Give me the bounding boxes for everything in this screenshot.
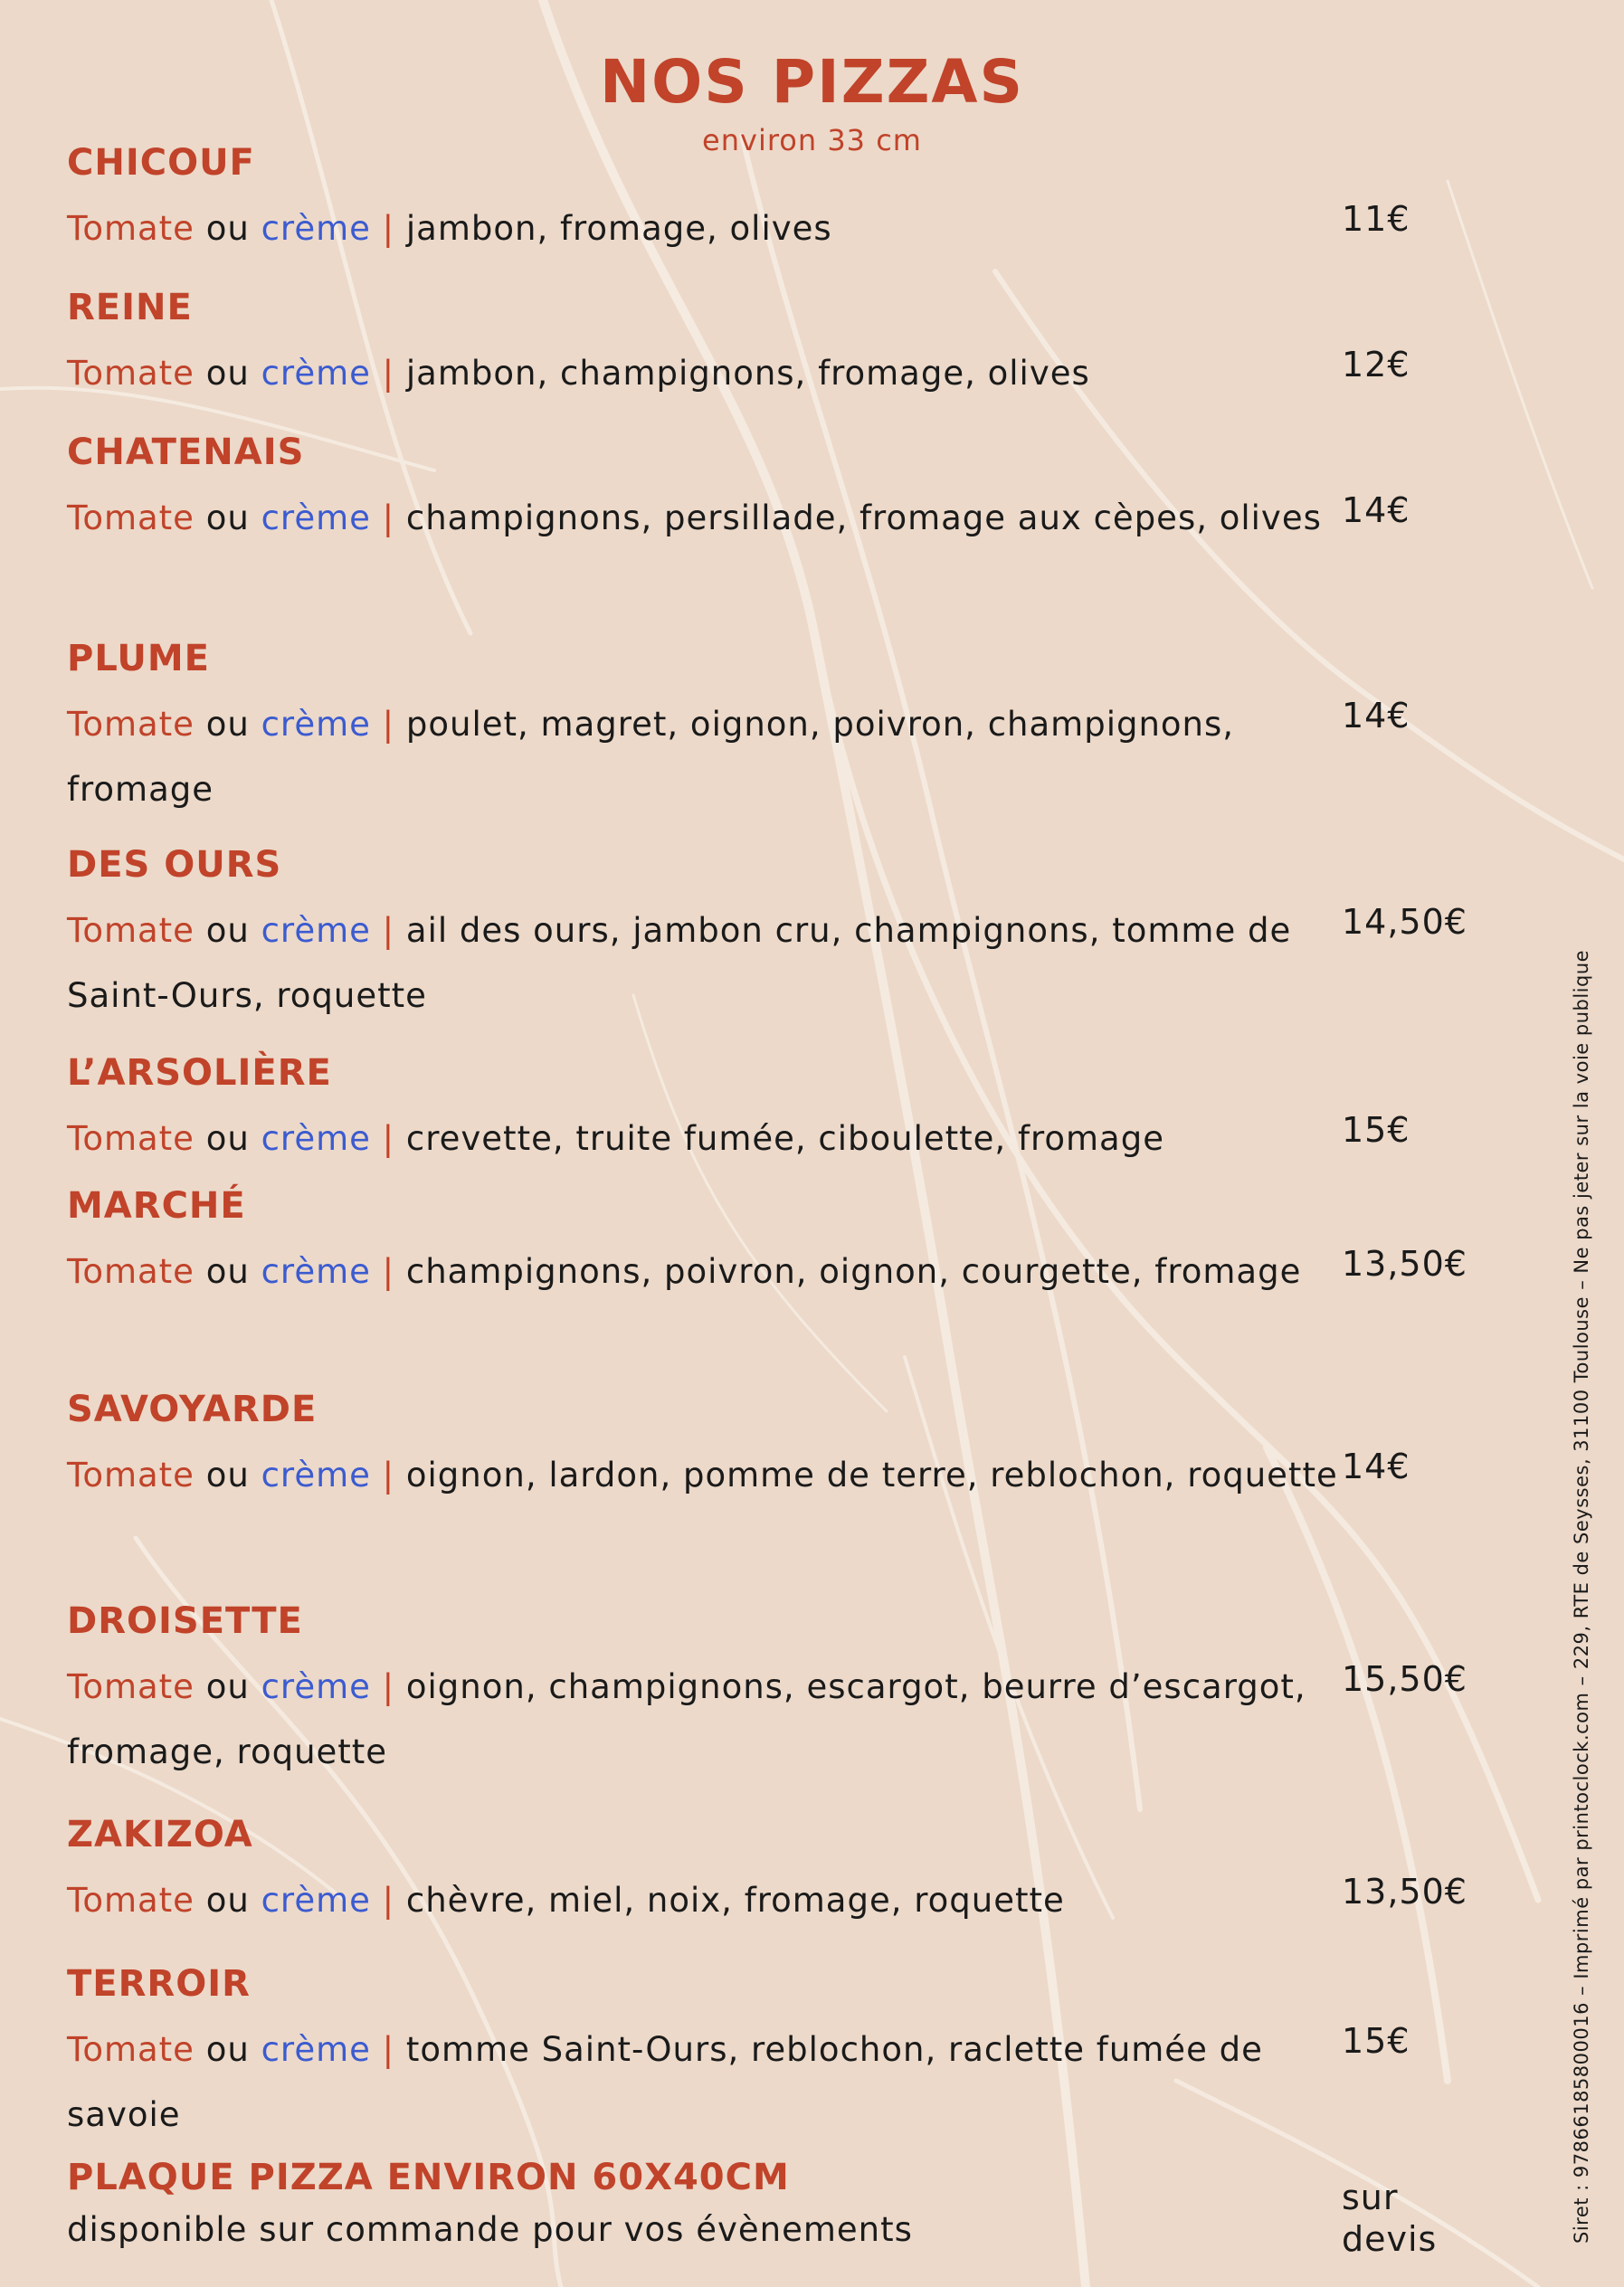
pizza-ingredients: poulet, magret, oignon, poivron, champignons, fromage (67, 705, 1235, 809)
page-subtitle: environ 33 cm (702, 123, 922, 157)
pizza-name: SAVOYARDE (67, 1389, 318, 1430)
separator: | (382, 1667, 395, 1706)
base-creme: crème (261, 1881, 371, 1920)
pizza-description (67, 1655, 1370, 1785)
pizza-description (67, 1106, 1370, 1172)
pizza-description (67, 341, 1370, 406)
pizza-name: ZAKIZOA (67, 1814, 253, 1855)
base-creme: crème (261, 498, 371, 537)
pizza-ingredients: oignon, champignons, escargot, beurre d’escargot, fromage, roquette (67, 1667, 1306, 1771)
pizza-name: PLUME (67, 638, 210, 679)
base-tomate: Tomate (67, 209, 195, 248)
separator: | (382, 498, 395, 537)
pizza-name: REINE (67, 287, 193, 328)
pizza-name: CHATENAIS (67, 432, 305, 473)
base-creme: crème (261, 1252, 371, 1291)
base-tomate: Tomate (67, 1119, 195, 1158)
base-tomate: Tomate (67, 1667, 195, 1706)
base-tomate: Tomate (67, 2030, 195, 2069)
base-ou: ou (205, 911, 250, 950)
separator: | (382, 1456, 395, 1495)
plaque-description: disponible sur commande pour vos évènements (67, 2210, 913, 2249)
pizza-name: TERROIR (67, 1963, 251, 2005)
pizza-price: 15€ (1342, 1110, 1410, 1150)
pizza-ingredients: champignons, poivron, oignon, courgette, fromage (405, 1252, 1302, 1291)
base-tomate: Tomate (67, 498, 195, 537)
base-tomate: Tomate (67, 1252, 195, 1291)
base-ou: ou (205, 209, 250, 248)
pizza-price: 14€ (1342, 696, 1410, 735)
pizza-description (67, 1443, 1370, 1508)
pizza-name: DROISETTE (67, 1600, 303, 1642)
base-ou: ou (205, 1119, 250, 1158)
base-ou: ou (205, 1252, 250, 1291)
base-tomate: Tomate (67, 705, 195, 744)
pizza-name: MARCHÉ (67, 1185, 246, 1227)
pizza-description (67, 196, 1370, 261)
plaque-price-line2: devis (1342, 2219, 1438, 2259)
base-ou: ou (205, 1667, 250, 1706)
pizza-description (67, 692, 1370, 822)
pizza-price: 14€ (1342, 490, 1410, 530)
separator: | (382, 1252, 395, 1291)
separator: | (382, 2030, 395, 2069)
base-tomate: Tomate (67, 1881, 195, 1920)
pizza-description (67, 1868, 1370, 1933)
base-tomate: Tomate (67, 911, 195, 950)
plaque-price-line1: sur (1342, 2178, 1399, 2217)
pizza-price: 12€ (1342, 345, 1410, 384)
pizza-name: CHICOUF (67, 142, 255, 184)
base-creme: crème (261, 2030, 371, 2069)
base-creme: crème (261, 911, 371, 950)
base-ou: ou (205, 705, 250, 744)
separator: | (382, 1119, 395, 1158)
base-tomate: Tomate (67, 1456, 195, 1495)
pizza-ingredients: ail des ours, jambon cru, champignons, tomme de Saint-Ours, roquette (67, 911, 1292, 1015)
plaque-name: PLAQUE PIZZA ENVIRON 60X40CM (67, 2157, 790, 2198)
base-creme: crème (261, 705, 371, 744)
base-ou: ou (205, 354, 250, 393)
pizza-ingredients: chèvre, miel, noix, fromage, roquette (405, 1881, 1065, 1920)
pizza-price: 14€ (1342, 1447, 1410, 1486)
separator: | (382, 209, 395, 248)
base-creme: crème (261, 354, 371, 393)
base-ou: ou (205, 1456, 250, 1495)
pizza-price: 15€ (1342, 2021, 1410, 2061)
separator: | (382, 705, 395, 744)
pizza-price: 13,50€ (1342, 1244, 1467, 1284)
pizza-name: DES OURS (67, 844, 282, 886)
pizza-ingredients: champignons, persillade, fromage aux cèpes, olives (405, 498, 1322, 537)
separator: | (382, 911, 395, 950)
pizza-description (67, 2017, 1370, 2148)
pizza-ingredients: jambon, champignons, fromage, olives (405, 354, 1090, 393)
base-creme: crème (261, 209, 371, 248)
pizza-ingredients: crevette, truite fumée, ciboulette, fromage (405, 1119, 1164, 1158)
base-tomate: Tomate (67, 354, 195, 393)
pizza-name: L’ARSOLIÈRE (67, 1052, 332, 1094)
pizza-description (67, 486, 1370, 551)
base-creme: crème (261, 1456, 371, 1495)
separator: | (382, 354, 395, 393)
pizza-price: 11€ (1342, 199, 1410, 239)
pizza-description (67, 1239, 1370, 1305)
base-ou: ou (205, 1881, 250, 1920)
pizza-price: 15,50€ (1342, 1659, 1467, 1699)
pizza-ingredients: jambon, fromage, olives (405, 209, 832, 248)
base-creme: crème (261, 1119, 371, 1158)
base-ou: ou (205, 498, 250, 537)
separator: | (382, 1881, 395, 1920)
pizza-ingredients: oignon, lardon, pomme de terre, reblochon, roquette (405, 1456, 1338, 1495)
pizza-description (67, 898, 1370, 1029)
pizza-price: 13,50€ (1342, 1872, 1467, 1912)
pizza-ingredients: tomme Saint-Ours, reblochon, raclette fumée de savoie (67, 2030, 1263, 2134)
pizza-price: 14,50€ (1342, 902, 1467, 942)
base-ou: ou (205, 2030, 250, 2069)
legal-notice: Siret : 97866185800016 – Imprimé par printoclock.com – 229, RTE de Seysses, 31100 Toulouse – Ne pas jeter sur la voie publique (1571, 949, 1592, 2244)
base-creme: crème (261, 1667, 371, 1706)
page-title: NOS PIZZAS (599, 47, 1025, 117)
plaque-price (1342, 2177, 1437, 2260)
